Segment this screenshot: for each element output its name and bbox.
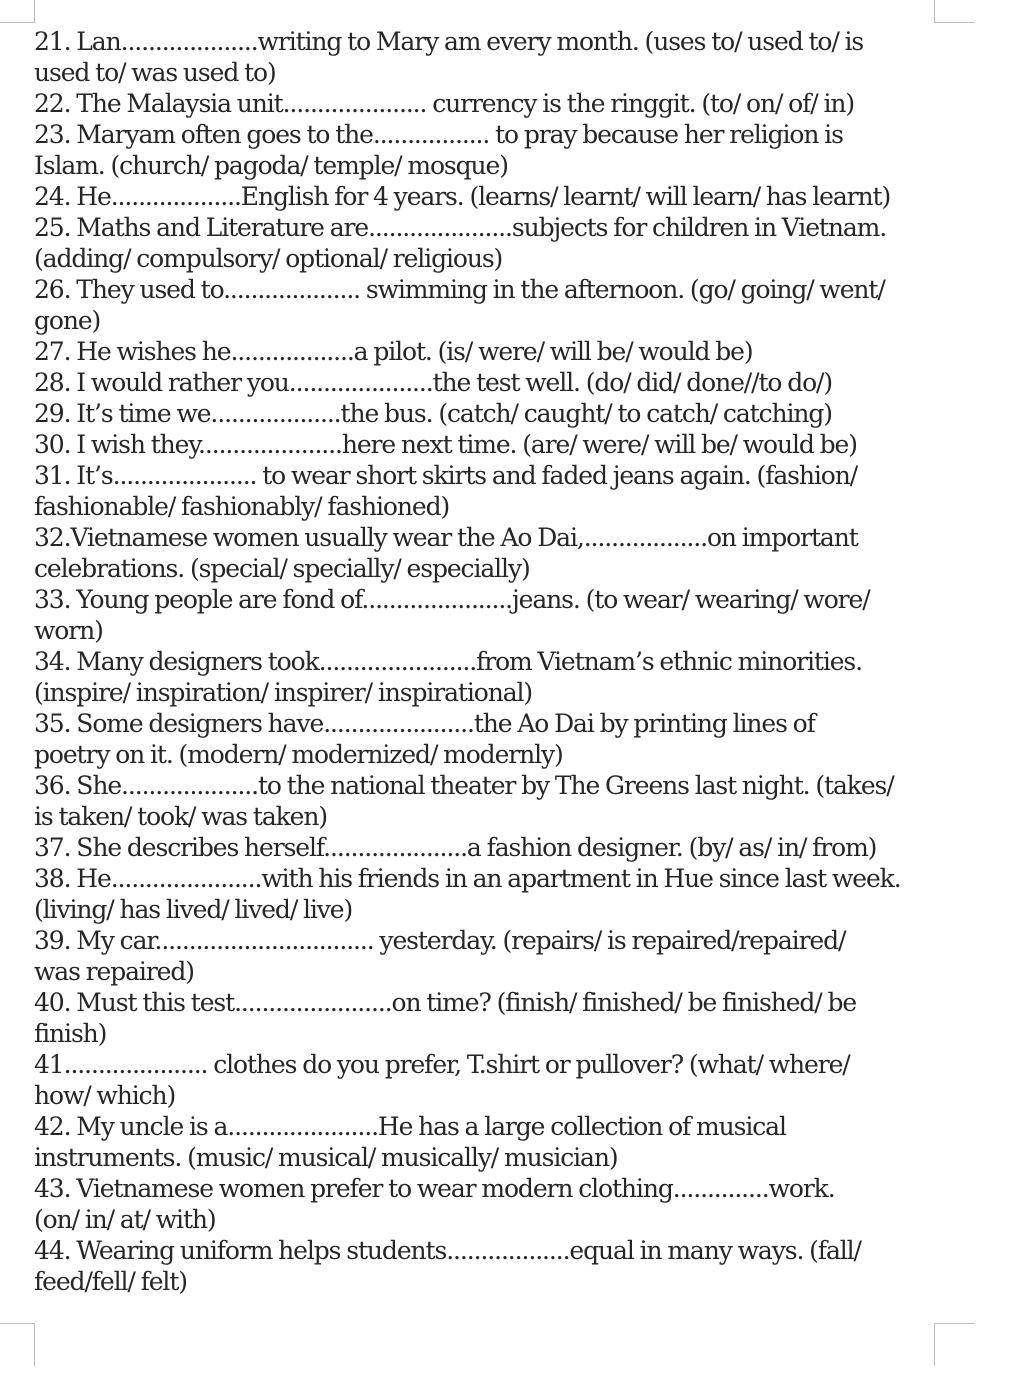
text-line: fashionable/ fashionably/ fashioned) [34, 492, 450, 521]
page-corner-mark-bottom-left [0, 1323, 35, 1366]
text-line: 43. Vietnamese women prefer to wear modern clothing..............work. [34, 1174, 835, 1203]
text-line: 40. Must this test.......................on time? (finish/ finished/ be finished/ be [34, 988, 857, 1017]
text-line: feed/fell/ felt) [34, 1267, 187, 1296]
page-corner-mark-top-right [934, 0, 975, 23]
text-line: 39. My car................................ yesterday. (repairs/ is repaired/repaired/ [34, 926, 846, 955]
text-line: 25. Maths and Literature are.....................subjects for children in Vietnam. [34, 213, 887, 242]
text-line: used to/ was used to) [34, 58, 276, 87]
text-line: (adding/ compulsory/ optional/ religious) [34, 244, 503, 273]
text-line: poetry on it. (modern/ modernized/ modernly) [34, 740, 563, 769]
text-line: 33. Young people are fond of......................jeans. (to wear/ wearing/ wore/ [34, 585, 870, 614]
text-line: 38. He......................with his friends in an apartment in Hue since last week. [34, 864, 901, 893]
text-line: instruments. (music/ musical/ musically/ musician) [34, 1143, 618, 1172]
text-line: 44. Wearing uniform helps students..................equal in many ways. (fall/ [34, 1236, 861, 1265]
text-line: 30. I wish they.....................here next time. (are/ were/ will be/ would be) [34, 430, 857, 459]
text-line: (on/ in/ at/ with) [34, 1205, 216, 1234]
text-line: worn) [34, 616, 103, 645]
page-corner-mark-bottom-right [934, 1323, 975, 1366]
text-line: 41..................... clothes do you prefer, T.shirt or pullover? (what/ where/ [34, 1050, 850, 1079]
text-line: 28. I would rather you.....................the test well. (do/ did/ done//to do/) [34, 368, 833, 397]
text-line: (inspire/ inspiration/ inspirer/ inspirational) [34, 678, 533, 707]
text-line: is taken/ took/ was taken) [34, 802, 328, 831]
text-line: how/ which) [34, 1081, 176, 1110]
text-line: 24. He...................English for 4 years. (learns/ learnt/ will learn/ has learnt) [34, 182, 891, 211]
text-line: was repaired) [34, 957, 194, 986]
text-line: celebrations. (special/ specially/ especially) [34, 554, 530, 583]
text-line: 22. The Malaysia unit..................... currency is the ringgit. (to/ on/ of/ in) [34, 89, 854, 118]
text-line: 27. He wishes he..................a pilot. (is/ were/ will be/ would be) [34, 337, 753, 366]
text-line: 36. She....................to the national theater by The Greens last night. (takes/ [34, 771, 894, 800]
text-line: 35. Some designers have......................the Ao Dai by printing lines of [34, 709, 815, 738]
text-line: 21. Lan....................writing to Mary am every month. (uses to/ used to/ is [34, 27, 864, 56]
text-line: gone) [34, 306, 101, 335]
text-line: 34. Many designers took.......................from Vietnam’s ethnic minorities. [34, 647, 862, 676]
text-line: 42. My uncle is a......................He has a large collection of musical [34, 1112, 786, 1141]
text-line: 29. It’s time we...................the bus. (catch/ caught/ to catch/ catching) [34, 399, 832, 428]
text-line: 32.Vietnamese women usually wear the Ao Dai,..................on important [34, 523, 858, 552]
text-line: finish) [34, 1019, 107, 1048]
text-line: 31. It’s..................... to wear short skirts and faded jeans again. (fashion/ [34, 461, 858, 490]
page-corner-mark-top-left [0, 0, 35, 23]
text-line: 26. They used to.................... swimming in the afternoon. (go/ going/ went/ [34, 275, 885, 304]
text-line: Islam. (church/ pagoda/ temple/ mosque) [34, 151, 508, 180]
text-line: 23. Maryam often goes to the................. to pray because her religion is [34, 120, 843, 149]
exercise-text [34, 26, 954, 1297]
text-line: 37. She describes herself.....................a fashion designer. (by/ as/ in/ from) [34, 833, 877, 862]
text-line: (living/ has lived/ lived/ live) [34, 895, 353, 924]
